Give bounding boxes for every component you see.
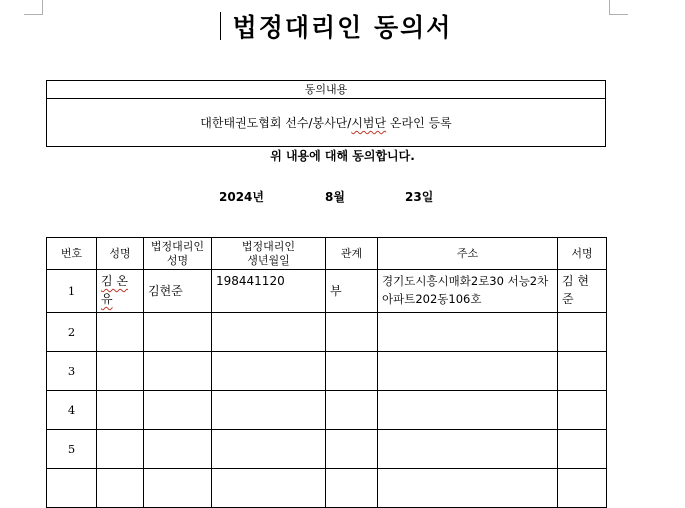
row-name[interactable] [97,352,144,391]
table-row [47,270,607,313]
row-guardian-name[interactable] [144,430,212,469]
row-guardian-birth[interactable] [212,313,326,352]
table-row [47,313,607,352]
table-row [47,352,607,391]
row-guardian-birth[interactable] [212,391,326,430]
table-row [47,430,607,469]
row-name[interactable] [97,313,144,352]
row-name-text: 김 온 유 [101,274,128,306]
document-title[interactable]: 법정대리인 동의서 [232,13,453,42]
consent-header[interactable]: 동의내용 [47,81,605,99]
row-guardian-name[interactable] [144,391,212,430]
row-signature[interactable]: 김 현 준 [558,270,607,313]
header-no[interactable]: 번호 [47,238,97,270]
row-address[interactable] [378,313,558,352]
consent-body[interactable] [47,99,605,146]
row-address[interactable]: 경기도시흥시매화2로30 서능2차아파트202동106호 [378,270,558,313]
row-guardian-birth[interactable] [212,430,326,469]
agreement-statement[interactable]: 위 내용에 대해 동의합니다. [270,149,415,163]
consent-box [46,80,606,147]
row-signature[interactable] [558,430,607,469]
consent-body-text-a: 대한태권도협회 선수/봉사단/ [200,116,352,130]
row-no[interactable]: 3 [47,352,97,391]
row-guardian-birth[interactable]: 198441120 [212,270,326,313]
header-relation[interactable]: 관계 [326,238,378,270]
guardian-table [46,237,607,508]
table-header-row [47,238,607,270]
date-month[interactable]: 8월 [325,190,345,204]
header-signature[interactable]: 서명 [558,238,607,270]
row-no[interactable]: 1 [47,270,97,313]
row-address[interactable] [378,391,558,430]
row-relation[interactable]: 부 [326,270,378,313]
table-row-partial [47,469,607,508]
row-signature[interactable] [558,391,607,430]
row-no[interactable]: 2 [47,313,97,352]
header-address[interactable]: 주소 [378,238,558,270]
row-no[interactable]: 5 [47,430,97,469]
row-guardian-birth[interactable] [212,469,326,508]
row-name[interactable] [97,391,144,430]
table-row [47,391,607,430]
row-no[interactable]: 4 [47,391,97,430]
row-signature[interactable] [558,313,607,352]
row-relation[interactable] [326,352,378,391]
row-relation[interactable] [326,469,378,508]
row-address[interactable] [378,352,558,391]
header-guardian-name[interactable]: 법정대리인 성명 [144,238,212,270]
header-name[interactable]: 성명 [97,238,144,270]
row-name[interactable] [97,270,144,313]
date-day[interactable]: 23일 [405,190,434,204]
consent-body-text-c: 온라인 등록 [386,116,452,130]
row-guardian-name[interactable] [144,469,212,508]
consent-body-text-b: 시범단 [351,116,387,130]
row-no[interactable] [47,469,97,508]
date-year[interactable]: 2024년 [219,190,264,204]
row-name[interactable] [97,469,144,508]
row-signature[interactable] [558,352,607,391]
row-name[interactable] [97,430,144,469]
row-guardian-name[interactable] [144,313,212,352]
header-guardian-birth[interactable]: 법정대리인 생년월일 [212,238,326,270]
row-guardian-name[interactable] [144,352,212,391]
row-relation[interactable] [326,430,378,469]
row-relation[interactable] [326,313,378,352]
row-address[interactable] [378,469,558,508]
row-signature[interactable] [558,469,607,508]
row-relation[interactable] [326,391,378,430]
row-address[interactable] [378,430,558,469]
row-guardian-name[interactable]: 김현준 [144,270,212,313]
text-cursor [220,12,221,40]
row-guardian-birth[interactable] [212,352,326,391]
